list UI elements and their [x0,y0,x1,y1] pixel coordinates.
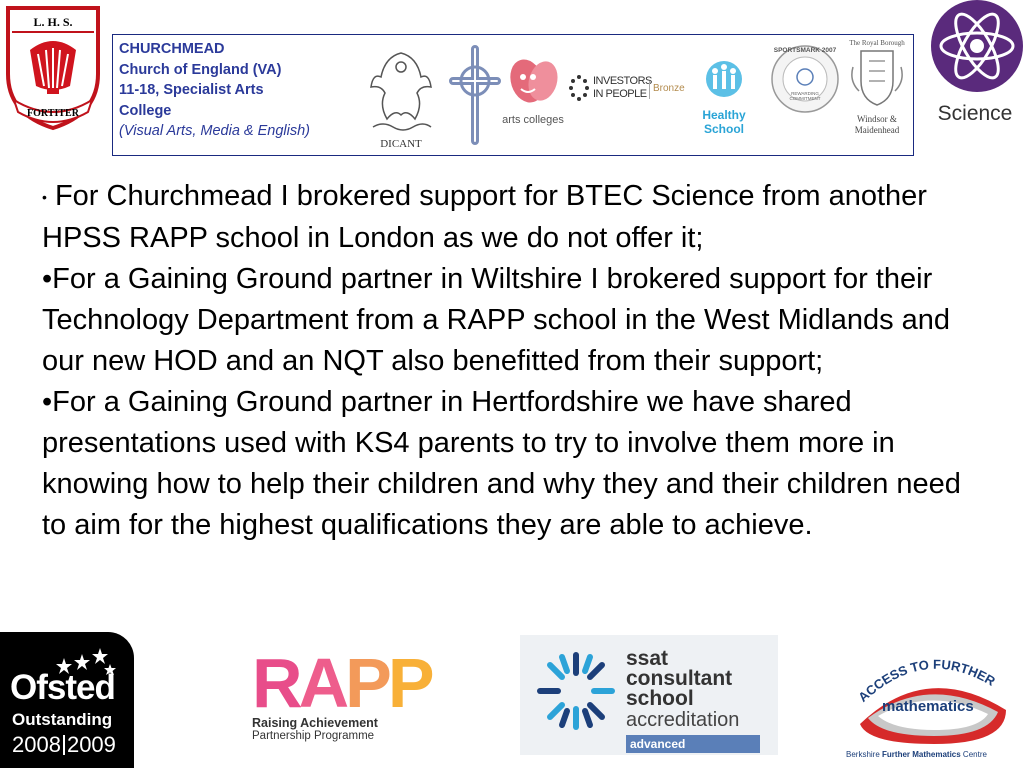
arts-colleges-logo [501,51,565,127]
rapp-logo [252,644,432,752]
rapp-letter: R [252,644,299,722]
further-maths-logo [838,648,1024,768]
atfm-arc-text: ACCESS TO FURTHER [855,656,998,705]
ssat-burst-icon [534,649,618,733]
rapp-letter: P [387,644,431,722]
royal-borough-text: The Royal Borough [849,39,905,47]
ofsted-years [12,732,116,758]
banner-line: CHURCHMEAD [119,41,225,57]
atfm-word: mathematics [882,698,974,715]
bullet-marker: • [42,189,47,205]
investors-in-people-logo [569,73,685,113]
ofsted-outstanding-logo [0,632,134,768]
science-logo [926,0,1024,130]
ofsted-year: 2009 [66,732,116,757]
windsor-line1: Windsor & [857,114,897,124]
healthy-school-text: Healthy School [702,108,746,136]
banner-line: 11-18, Specialist Arts [119,82,264,98]
ssat-line1: ssat [626,647,669,670]
bullet-text: For Churchmead I brokered support for BTEC Science from another HPSS RAPP school in London as we do not offer it; [42,180,927,254]
investors-level: Bronze [653,83,685,94]
atfm-footer-part: Centre [960,750,987,759]
crest-top-text: L. H. S. [33,15,73,29]
lhs-crest-logo [0,4,104,132]
rapp-letter: P [345,644,388,722]
sportsmark-logo [769,43,841,115]
rapp-letter: A [298,644,346,722]
banner-line: Church of England (VA) [119,61,282,78]
church-cross-logo [443,45,507,145]
ssat-badge: advanced [626,735,760,753]
crest-motto-text: FORTITER [27,108,79,119]
banner-school-info [119,39,310,142]
ssat-line2: consultant [626,667,733,690]
body-text [42,176,992,546]
dicant-eagle-logo [363,43,439,151]
healthy-school-logo [681,53,767,136]
bullet-paragraph: •For a Gaining Ground partner in Wiltshire I brokered support for their Technology Department from a RAPP school in the West Midlands and our new HOD and an NQT also benefitted from their support; [42,263,951,377]
rapp-line1: Raising Achievement [252,716,378,730]
churchmead-banner [112,34,914,156]
banner-line: College [119,102,172,119]
sportsmark-text: SPORTSMARK 2007 [773,47,837,54]
ofsted-grade: Outstanding [12,710,113,729]
windsor-line2: Maidenhead [854,125,900,135]
shell-icon [30,41,76,94]
investors-line1: INVESTORS [593,75,652,87]
bullet-paragraph [42,176,992,259]
windsor-maidenhead-logo [845,39,909,151]
sportsmark-sub: REWARDING COMMITMENT [789,91,821,101]
ssat-accreditation-logo [520,635,778,755]
science-label: Science [937,102,1013,125]
banner-subtitle: (Visual Arts, Media & English) [119,123,310,139]
ssat-line3: school [626,687,694,710]
investors-line2: IN PEOPLE [593,88,647,100]
dicant-text: DICANT [380,138,422,150]
bullet-paragraph: •For a Gaining Ground partner in Hertfordshire we have shared presentations used with KS4 parents to try to involve them more in knowing how to help their children and why they and their children need to aim for the highest qualifications they are able to achieve. [42,386,961,541]
arts-colleges-text: arts colleges [502,114,564,126]
ssat-line4: accreditation [626,709,740,731]
ofsted-name: Ofsted [10,668,115,707]
rapp-wordmark [252,644,432,722]
rapp-line2: Partnership Programme [252,730,375,742]
ofsted-year: 2008 [12,732,61,757]
atfm-footer-part: Further Mathematics [882,750,961,759]
atfm-footer-part: Berkshire [846,750,883,759]
atfm-footer [846,750,987,759]
